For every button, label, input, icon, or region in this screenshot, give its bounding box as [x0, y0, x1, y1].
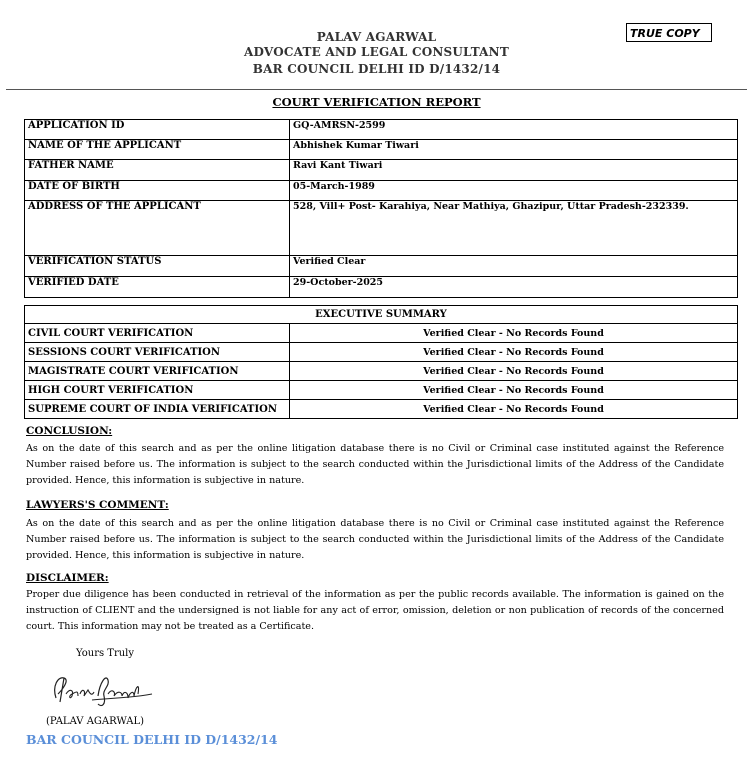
signature-image	[48, 668, 158, 710]
executive-summary-table	[24, 305, 738, 419]
header-divider	[6, 89, 747, 90]
table-row	[25, 160, 738, 181]
court-label: CIVIL COURT VERIFICATION	[25, 324, 290, 343]
court-result: Verified Clear - No Records Found	[290, 362, 738, 381]
detail-label: FATHER NAME	[25, 160, 290, 181]
detail-label: DATE OF BIRTH	[25, 181, 290, 201]
detail-value: Abhishek Kumar Tiwari	[290, 140, 738, 160]
detail-value: GQ-AMRSN-2599	[290, 120, 738, 140]
table-row	[25, 381, 738, 400]
advocate-profession: ADVOCATE AND LEGAL CONSULTANT	[244, 45, 509, 59]
court-result: Verified Clear - No Records Found	[290, 400, 738, 419]
detail-label: VERIFICATION STATUS	[25, 256, 290, 277]
conclusion-text: As on the date of this search and as per the online litigation database there is no Civil or Criminal case instituted against the Reference Number raised before us. The information is subject to the search conducted within the Jurisdictional limits of the Address of the Candidate provided. Hence, this information is subjective in nature.	[26, 443, 724, 486]
detail-value: 528, Vill+ Post- Karahiya, Near Mathiya, Ghazipur, Uttar Pradesh-232339.	[290, 201, 738, 256]
table-row	[25, 140, 738, 160]
disclaimer-text: Proper due diligence has been conducted in retrieval of the information as per the public records available. The information is gained on the instruction of CLIENT and the undersigned is not liable for any act of error, omission, deletion or non publication of records of the concerned court. This information may not be treated as a Certificate.	[26, 589, 724, 632]
lawyers-comment-text: As on the date of this search and as per the online litigation database there is no Civil or Criminal case instituted against the Reference Number raised before us. The information is subject to the search conducted within the Jurisdictional limits of the Address of the Candidate provided. Hence, this information is subjective in nature.	[26, 518, 724, 561]
signatory-bar-council: BAR COUNCIL DELHI ID D/1432/14	[26, 732, 278, 747]
closing-salutation: Yours Truly	[76, 648, 135, 659]
detail-value: Verified Clear	[290, 256, 738, 277]
detail-value: 05-March-1989	[290, 181, 738, 201]
court-result: Verified Clear - No Records Found	[290, 343, 738, 362]
lawyers-comment-heading: LAWYERS'S COMMENT:	[26, 499, 169, 511]
table-row	[25, 256, 738, 277]
applicant-details-table	[24, 119, 738, 298]
table-row	[25, 181, 738, 201]
disclaimer-heading: DISCLAIMER:	[26, 572, 109, 584]
court-label: MAGISTRATE COURT VERIFICATION	[25, 362, 290, 381]
court-result: Verified Clear - No Records Found	[290, 381, 738, 400]
detail-label: ADDRESS OF THE APPLICANT	[25, 201, 290, 256]
detail-label: VERIFIED DATE	[25, 277, 290, 298]
table-row	[25, 362, 738, 381]
table-row	[25, 277, 738, 298]
report-title: COURT VERIFICATION REPORT	[272, 95, 481, 109]
court-result: Verified Clear - No Records Found	[290, 324, 738, 343]
summary-heading: EXECUTIVE SUMMARY	[25, 306, 738, 324]
court-label: SESSIONS COURT VERIFICATION	[25, 343, 290, 362]
table-row	[25, 201, 738, 256]
advocate-bar-council: BAR COUNCIL DELHI ID D/1432/14	[252, 62, 501, 76]
table-row	[25, 306, 738, 324]
court-label: HIGH COURT VERIFICATION	[25, 381, 290, 400]
court-label: SUPREME COURT OF INDIA VERIFICATION	[25, 400, 290, 419]
table-row	[25, 120, 738, 140]
true-copy-stamp: TRUE COPY	[626, 23, 712, 42]
detail-value: 29-October-2025	[290, 277, 738, 298]
table-row	[25, 324, 738, 343]
signatory-name: (PALAV AGARWAL)	[46, 716, 144, 727]
detail-label: NAME OF THE APPLICANT	[25, 140, 290, 160]
table-row	[25, 343, 738, 362]
table-row	[25, 400, 738, 419]
conclusion-heading: CONCLUSION:	[26, 425, 113, 437]
advocate-name: PALAV AGARWAL	[316, 30, 437, 44]
detail-label: APPLICATION ID	[25, 120, 290, 140]
detail-value: Ravi Kant Tiwari	[290, 160, 738, 181]
